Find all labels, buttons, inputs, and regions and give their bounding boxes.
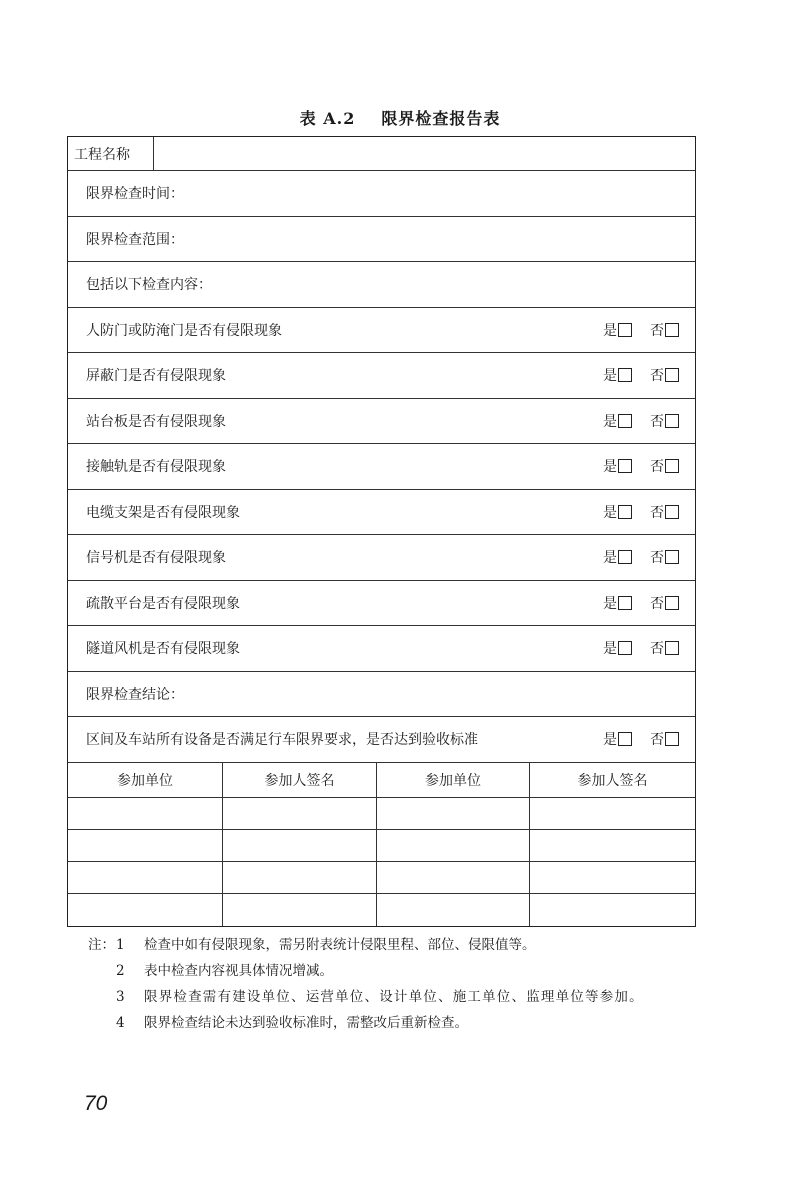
no-option[interactable] — [650, 320, 679, 340]
yes-option[interactable] — [603, 593, 632, 613]
yes-label: 是 — [603, 368, 617, 385]
yes-label: 是 — [603, 413, 617, 430]
yes-checkbox[interactable] — [618, 505, 632, 519]
no-option[interactable] — [650, 365, 679, 385]
yes-checkbox[interactable] — [618, 596, 632, 610]
yes-no-options — [603, 411, 679, 431]
notes — [88, 932, 708, 1036]
participant-signature-cell[interactable] — [530, 894, 695, 926]
participant-signature-cell[interactable] — [530, 862, 695, 894]
inspection-item-label: 疏散平台是否有侵限现象 — [86, 595, 240, 612]
yes-option[interactable] — [603, 365, 632, 385]
inspection-item-row — [68, 490, 695, 536]
note-number: 4 — [116, 1015, 125, 1031]
participant-signature-cell[interactable] — [223, 798, 377, 830]
no-label: 否 — [650, 504, 664, 521]
notes-prefix — [88, 984, 116, 1010]
inspection-report-table — [67, 136, 696, 927]
note-number: 2 — [116, 963, 125, 979]
participants-header: 参加单位 — [377, 763, 530, 798]
inspection-item-row — [68, 308, 695, 354]
yes-checkbox[interactable] — [618, 323, 632, 337]
no-checkbox[interactable] — [665, 732, 679, 746]
inspection-item-row — [68, 626, 695, 672]
project-name-row — [68, 137, 695, 171]
no-label: 否 — [650, 732, 664, 749]
no-label: 否 — [650, 413, 664, 430]
participant-unit-cell[interactable] — [377, 830, 530, 862]
participant-unit-cell[interactable] — [68, 798, 223, 830]
note-text: 限界检查需有建设单位、运营单位、设计单位、施工单位、监理单位等参加。 — [144, 989, 644, 1005]
no-option[interactable] — [650, 502, 679, 522]
participant-signature-cell[interactable] — [223, 894, 377, 926]
participant-unit-cell[interactable] — [68, 862, 223, 894]
note-number: 3 — [116, 989, 125, 1005]
no-checkbox[interactable] — [665, 505, 679, 519]
inspection-item-label: 隧道风机是否有侵限现象 — [86, 641, 240, 658]
yes-checkbox[interactable] — [618, 732, 632, 746]
no-label: 否 — [650, 641, 664, 658]
yes-checkbox[interactable] — [618, 459, 632, 473]
note-item — [88, 984, 708, 1010]
participant-signature-cell[interactable] — [530, 830, 695, 862]
no-checkbox[interactable] — [665, 641, 679, 655]
no-option[interactable] — [650, 547, 679, 567]
note-item — [88, 958, 708, 984]
inspection-item-label: 接触轨是否有侵限现象 — [86, 459, 226, 476]
participants-header: 参加人签名 — [530, 763, 695, 798]
no-option[interactable] — [650, 593, 679, 613]
yes-option[interactable] — [603, 638, 632, 658]
inspection-item-row — [68, 535, 695, 581]
inspection-item-row — [68, 353, 695, 399]
yes-option[interactable] — [603, 547, 632, 567]
yes-label: 是 — [603, 504, 617, 521]
notes-prefix — [88, 958, 116, 984]
inspection-time-row[interactable] — [68, 171, 695, 217]
participant-unit-cell[interactable] — [68, 894, 223, 926]
no-label: 否 — [650, 550, 664, 567]
inspection-item-label: 屏蔽门是否有侵限现象 — [86, 368, 226, 385]
participants-grid — [68, 763, 695, 926]
inspection-content-row — [68, 262, 695, 308]
no-option[interactable] — [650, 638, 679, 658]
note-item — [88, 1010, 708, 1036]
no-label: 否 — [650, 595, 664, 612]
conclusion-row — [68, 672, 695, 718]
yes-label: 是 — [603, 641, 617, 658]
participant-unit-cell[interactable] — [377, 862, 530, 894]
no-option[interactable] — [650, 729, 679, 749]
yes-option[interactable] — [603, 456, 632, 476]
note-text: 检查中如有侵限现象，需另附表统计侵限里程、部位、侵限值等。 — [144, 937, 536, 953]
yes-option[interactable] — [603, 729, 632, 749]
inspection-range-row[interactable] — [68, 217, 695, 263]
inspection-item-label: 站台板是否有侵限现象 — [86, 413, 226, 430]
no-label: 否 — [650, 322, 664, 339]
no-option[interactable] — [650, 411, 679, 431]
conclusion-label: 限界检查结论： — [86, 686, 184, 703]
inspection-item-label: 电缆支架是否有侵限现象 — [86, 504, 240, 521]
inspection-item-label: 信号机是否有侵限现象 — [86, 550, 226, 567]
no-label: 否 — [650, 459, 664, 476]
inspection-range-label: 限界检查范围： — [86, 231, 184, 248]
yes-no-options — [603, 547, 679, 567]
yes-no-options — [603, 593, 679, 613]
no-checkbox[interactable] — [665, 459, 679, 473]
participant-unit-cell[interactable] — [377, 894, 530, 926]
inspection-item-label: 人防门或防淹门是否有侵限现象 — [86, 322, 282, 339]
no-checkbox[interactable] — [665, 414, 679, 428]
participant-signature-cell[interactable] — [223, 862, 377, 894]
yes-checkbox[interactable] — [618, 641, 632, 655]
no-label: 否 — [650, 368, 664, 385]
yes-checkbox[interactable] — [618, 368, 632, 382]
participants-header: 参加单位 — [68, 763, 223, 798]
yes-option[interactable] — [603, 411, 632, 431]
yes-no-options — [603, 365, 679, 385]
yes-label: 是 — [603, 732, 617, 749]
no-option[interactable] — [650, 456, 679, 476]
participant-unit-cell[interactable] — [68, 830, 223, 862]
conclusion-question: 区间及车站所有设备是否满足行车限界要求，是否达到验收标准 — [86, 732, 478, 749]
yes-no-options — [603, 638, 679, 658]
inspection-item-row — [68, 444, 695, 490]
participant-signature-cell[interactable] — [223, 830, 377, 862]
page-number: 70 — [84, 1092, 108, 1115]
notes-prefix: 注： — [88, 937, 115, 953]
no-checkbox[interactable] — [665, 550, 679, 564]
note-text: 限界检查结论未达到验收标准时，需整改后重新检查。 — [144, 1015, 468, 1031]
inspection-item-row — [68, 581, 695, 627]
participants-section — [68, 763, 695, 926]
yes-label: 是 — [603, 595, 617, 612]
notes-prefix — [88, 1010, 116, 1036]
yes-no-options — [603, 456, 679, 476]
inspection-time-label: 限界检查时间： — [86, 186, 184, 203]
note-text: 表中检查内容视具体情况增减。 — [144, 963, 333, 979]
yes-option[interactable] — [603, 320, 632, 340]
participant-unit-cell[interactable] — [377, 798, 530, 830]
yes-label: 是 — [603, 322, 617, 339]
project-name-field[interactable] — [154, 137, 695, 170]
yes-no-options — [603, 320, 679, 340]
inspection-content-label: 包括以下检查内容： — [86, 277, 212, 294]
participant-signature-cell[interactable] — [530, 798, 695, 830]
note-number: 1 — [116, 937, 125, 953]
table-title — [0, 106, 800, 129]
table-number: 表 A.2 — [299, 109, 356, 128]
project-name-label: 工程名称 — [68, 137, 154, 170]
conclusion-question-row — [68, 717, 695, 763]
yes-no-options — [603, 729, 679, 749]
table-title-text: 限界检查报告表 — [381, 109, 501, 128]
yes-checkbox[interactable] — [618, 550, 632, 564]
yes-option[interactable] — [603, 502, 632, 522]
yes-checkbox[interactable] — [618, 414, 632, 428]
yes-label: 是 — [603, 550, 617, 567]
yes-label: 是 — [603, 459, 617, 476]
no-checkbox[interactable] — [665, 596, 679, 610]
participants-header: 参加人签名 — [223, 763, 377, 798]
inspection-item-row — [68, 399, 695, 445]
note-item — [88, 932, 708, 958]
no-checkbox[interactable] — [665, 323, 679, 337]
yes-no-options — [603, 502, 679, 522]
no-checkbox[interactable] — [665, 368, 679, 382]
